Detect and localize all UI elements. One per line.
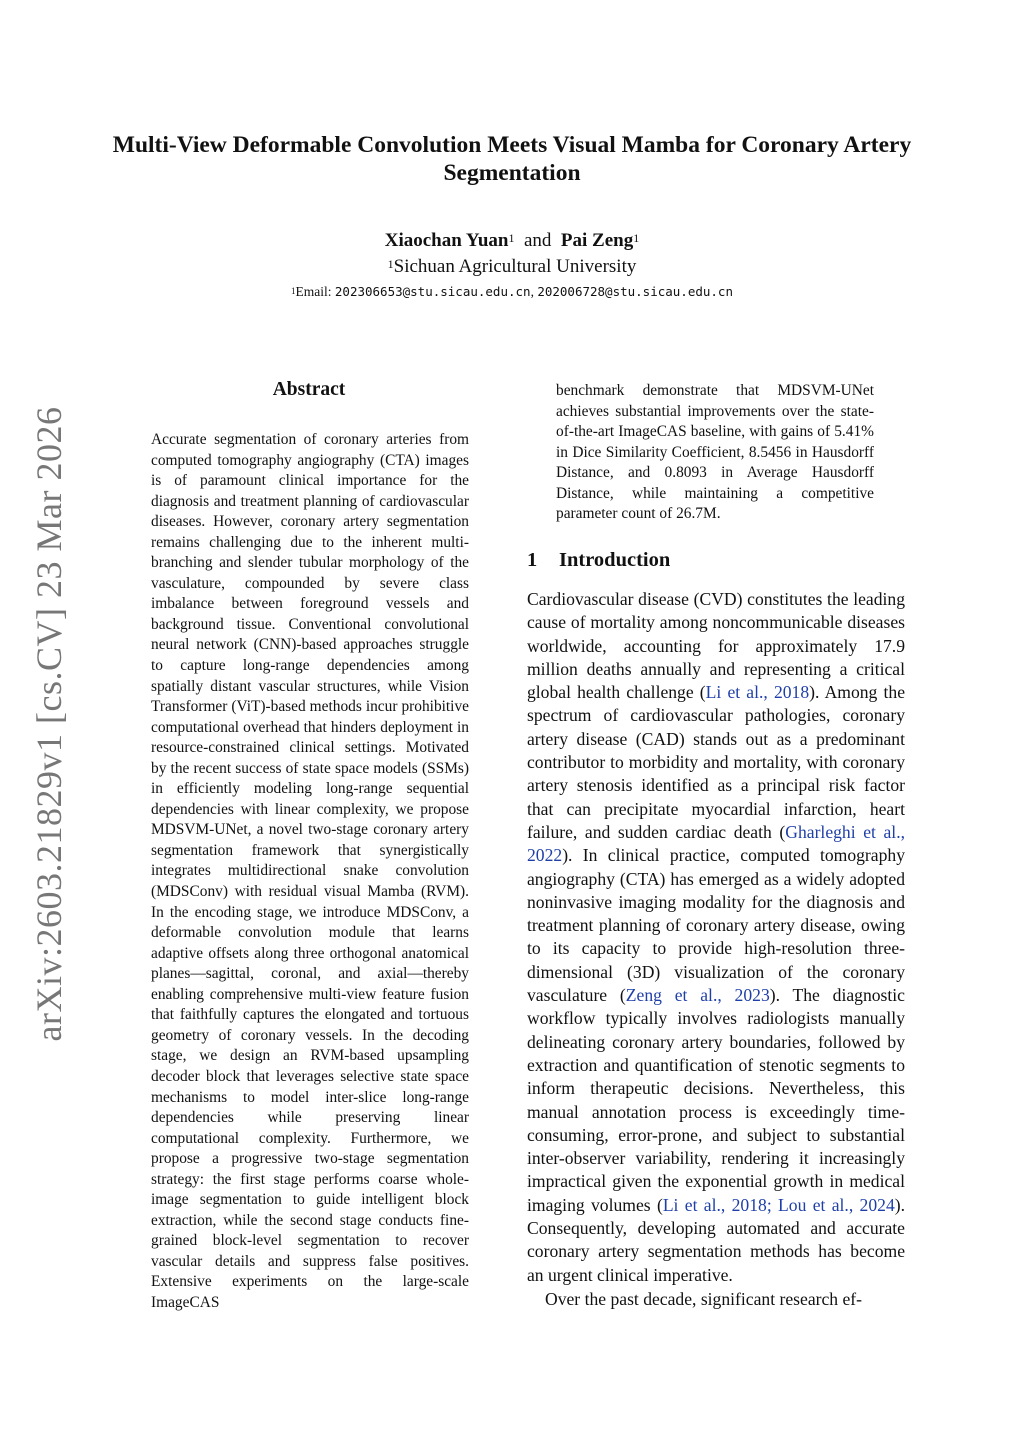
arxiv-identifier-stamp: arXiv:2603.21829v1 [cs.CV] 23 Mar 2026: [29, 406, 69, 1042]
section-number: 1: [527, 549, 538, 571]
abstract-continuation: benchmark demonstrate that MDSVM-UNet achieves substantial improvements over the state-of-the-art ImageCAS baseline, with gains of 5.41% in Dice Similarity Coefficient, 8.5456 in Hausdorff Distance, and 0.8093 in Average Hausdorff Distance, while maintaining a competitive parameter count of 26.7M.: [556, 382, 874, 523]
citation-link[interactable]: Zeng et al., 2023: [625, 985, 770, 1006]
introduction-body: [527, 588, 905, 1311]
email-mark: 1: [291, 286, 296, 296]
author-name: Xiaochan Yuan: [384, 230, 509, 251]
email-line: [100, 283, 924, 301]
email-separator: ,: [530, 284, 534, 299]
author-connector: and: [523, 230, 552, 251]
email-address[interactable]: 202306653@stu.sicau.edu.cn: [334, 284, 531, 299]
paragraph: Over the past decade, significant research ef-: [545, 1288, 863, 1309]
affiliation-mark: 1: [387, 257, 394, 271]
section-title: Introduction: [559, 549, 671, 571]
affiliation-name: Sichuan Agricultural University: [393, 256, 637, 277]
citation-link[interactable]: Li et al., 2018: [705, 682, 810, 703]
author-affil-mark: 1: [508, 231, 515, 245]
email-address[interactable]: 202006728@stu.sicau.edu.cn: [537, 284, 733, 299]
paragraph-text: ). Consequently, developing automated and accurate coronary artery segmentation methods has become an urgent clinical imperative.: [527, 1194, 906, 1285]
author-name: Pai Zeng: [560, 230, 634, 251]
affiliation: [100, 254, 924, 279]
paragraph-text: ). In clinical practice, computed tomography angiography (CTA) has emerged as a widely adopted noninvasive imaging modality for the diagnosis and treatment planning of coronary artery disease, owing to its capacity to provide high-resolution three-dimensional (3D) visualization of the coronary vasculature (: [527, 845, 905, 1006]
paragraph-text: Cardiovascular disease (CVD) constitutes the leading cause of mortality among noncommunicable diseases worldwide, accounting for approximately 17.9 million deaths annually and representing a critical global health challenge (: [527, 589, 905, 703]
citation-link[interactable]: Gharleghi et al., 2022: [527, 821, 905, 866]
paragraph-text: ). Among the spectrum of cardiovascular pathologies, coronary artery disease (CAD) stands out as a predominant contributor to morbidity and mortality, with coronary artery stenosis identified as a principal risk factor that can precipitate myocardial infarction, heart failure, and sudden cardiac death (: [527, 682, 905, 842]
paragraph: [527, 588, 905, 1287]
author-line: [100, 228, 924, 253]
abstract-heading: Abstract: [272, 379, 346, 400]
author-affil-mark: 1: [633, 231, 640, 245]
email-label: Email:: [295, 284, 332, 299]
section-heading-introduction: [527, 547, 907, 573]
paragraph-text: ). The diagnostic workflow typically involves radiologists manually delineating coronary artery boundaries, followed by extraction and quantification of stenotic segments to inform therapeutic decisions. Nevertheless, this manual annotation process is exceedingly time-consuming, error-prone, and subject to substantial inter-observer variability, rendering it increasingly impractical given the exponential growth in medical imaging volumes (: [527, 985, 905, 1215]
citation-link[interactable]: Li et al., 2018; Lou et al., 2024: [662, 1194, 895, 1215]
paper-title: Multi-View Deformable Convolution Meets Visual Mamba for Coronary Artery Segmentation: [112, 132, 912, 186]
abstract-body: Accurate segmentation of coronary arteries from computed tomography angiography (CTA) images is of paramount clinical importance for the diagnosis and treatment planning of cardiovascular diseases. However, coronary artery segmentation remains challenging due to the inherent multi-branching and slender tubular morphology of the vasculature, compounded by severe class imbalance between foreground vessels and background tissue. Conventional convolutional neural network (CNN)-based approaches struggle to capture long-range dependencies among spatially distant vascular structures, while Vision Transformer (ViT)-based methods incur prohibitive computational overhead that hinders deployment in resource-constrained clinical settings. Motivated by the recent success of state space models (SSMs) in efficiently modeling long-range sequential dependencies with linear complexity, we propose MDSVM-UNet, a novel two-stage coronary artery segmentation framework that synergistically integrates multidirectional snake convolution (MDSConv) with residual visual Mamba (RVM). In the encoding stage, we introduce MDSConv, a deformable convolution module that learns adaptive offsets along three orthogonal anatomical planes—sagittal, coronal, and axial—thereby enabling comprehensive multi-view feature fusion that faithfully captures the elongated and tortuous geometry of coronary vessels. In the decoding stage, we design an RVM-based upsampling decoder block that leverages selective state space mechanisms to model inter-slice long-range dependencies while preserving linear computational complexity. Furthermore, we propose a progressive two-stage segmentation strategy: the first stage performs coarse whole-image segmentation to guide intelligent block extraction, while the second stage conducts fine-grained block-level segmentation to recover vascular details and suppress false positives. Extensive experiments on the large-scale ImageCAS: [151, 431, 469, 1311]
